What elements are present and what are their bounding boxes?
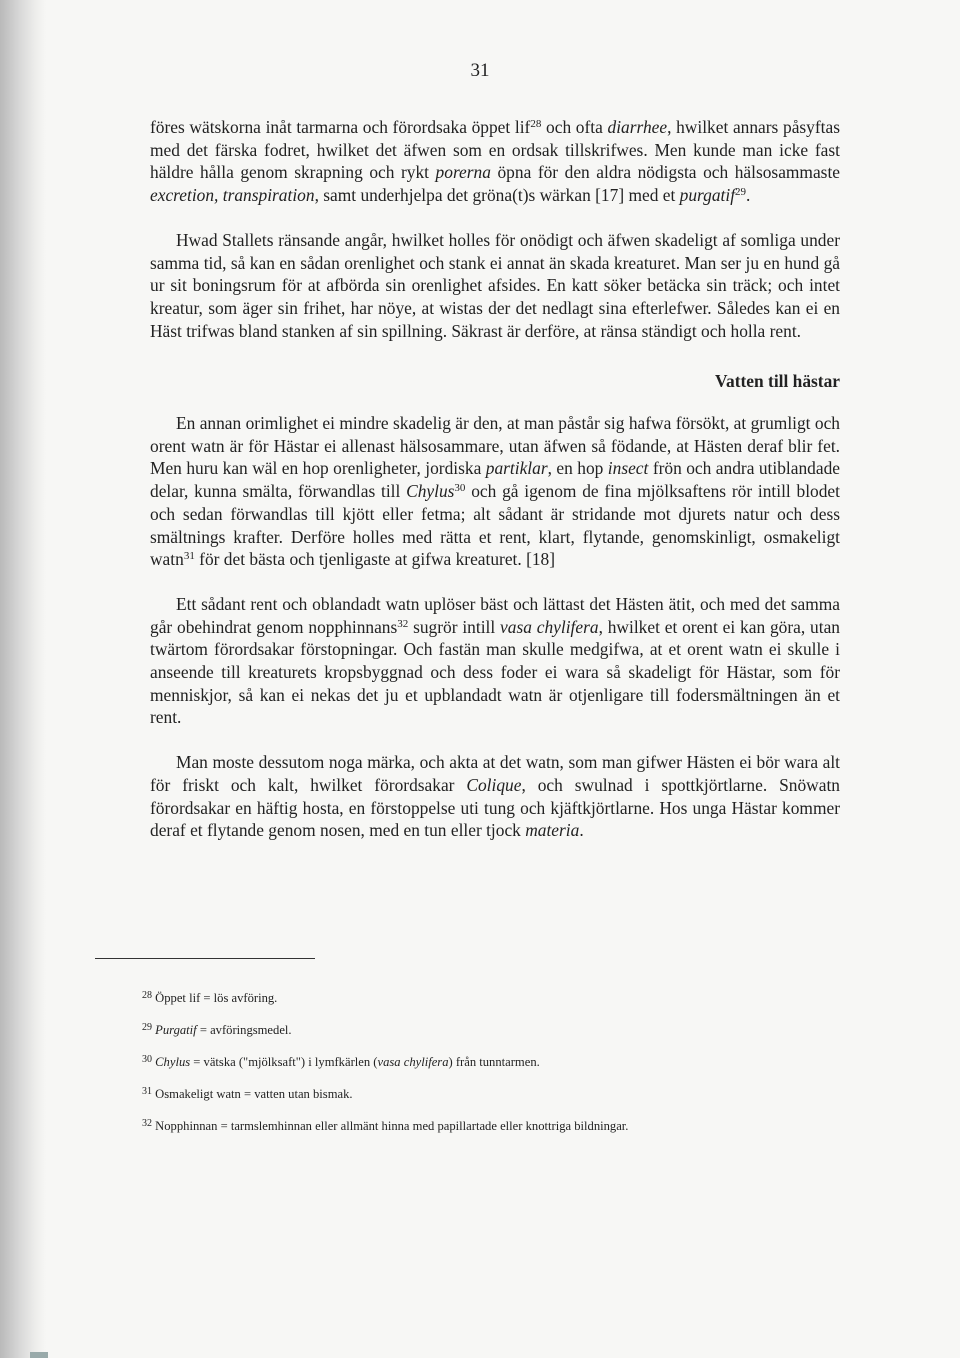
paragraph-3	[150, 412, 840, 571]
footnote-ref-30: 30	[454, 482, 466, 495]
text-run: föres wätskorna inåt tarmarna och förordsaka öppet lif	[150, 117, 531, 137]
footnotes	[142, 982, 842, 1142]
footnote-31	[142, 1078, 842, 1110]
italic-term: Chylus	[406, 481, 455, 502]
text-run: Ett sådant rent och oblandadt watn uplöser bäst och lättast det Hästen ätit, och med det samma går obehindrat genom nopphinnans	[150, 593, 840, 637]
footnote-ref-29: 29	[735, 186, 747, 199]
italic-term: purgatif	[679, 185, 736, 206]
section-heading: Vatten till hästar	[715, 371, 840, 392]
footnote-divider	[95, 958, 315, 959]
text-run: och gå igenom de fina mjölksaftens rör intill blodet och sedan förwandlas till kjött eller fetma; alt sådant är stridande mot djurets natur och dess smältnings krafter. Derföre holles med rätta et rent, klart, flytande, genomskinligt, osmakeligt watn	[150, 481, 840, 570]
text-run: .	[579, 820, 584, 841]
footnote-term: Purgatif	[155, 1023, 197, 1037]
footnote-text: = vätska ("mjölksaft") i lymfkärlen (	[190, 1055, 378, 1069]
footnote-29	[142, 1014, 842, 1046]
italic-term: vasa chylifera	[500, 616, 599, 637]
italic-term: materia	[525, 820, 580, 841]
text-run: , en hop	[547, 458, 608, 479]
footnote-ref-31: 31	[183, 550, 195, 563]
italic-term: excretion, transpiration	[150, 185, 315, 206]
footnote-28	[142, 982, 842, 1014]
paragraph-1	[150, 116, 840, 207]
footnote-text: Osmakeligt watn = vatten utan bismak.	[155, 1087, 353, 1101]
text-run: .	[746, 185, 751, 206]
footnote-text: ) från tunntarmen.	[448, 1055, 540, 1069]
text-run: , samt underhjelpa det gröna(t)s wärkan [17] med et	[314, 185, 680, 206]
footnote-number: 32	[142, 1118, 152, 1129]
page-number: 31	[470, 60, 490, 81]
footnote-text: Öppet lif = lös avföring.	[155, 991, 278, 1005]
footnote-32	[142, 1110, 842, 1142]
text-run: , hwilket annars påsyftas med det färska fodret, hwilket det äfwen som en ordsak tillskrifwes. Men kunde man icke fast häldre hålla genom skrapning och rykt	[150, 117, 840, 183]
body-text	[150, 116, 840, 842]
footnote-term: Chylus	[155, 1055, 191, 1069]
footnote-30	[142, 1046, 842, 1078]
paragraph-2: Hwad Stallets ränsande angår, hwilket holles för onödigt och äfwen skadeligt af somliga under samma tid, så kan en sådan orenlighet och stank ei annat än skada kreaturet. Man ser ju en hund gå ur sit boningsrum för at afbörda sin orenlighet afsides. En katt söker betäcka sin träck; och intet kreatur, som äger sin frihet, har nöye, at wistas der det nedlagt sina efterlefwer. Således kan ei en Häst trifwas bland stanken af sin spillning. Säkrast är derföre, at ränsa ständigt och holla rent.	[150, 229, 840, 341]
paragraph-5	[150, 751, 840, 842]
italic-term: porerna	[435, 162, 491, 183]
text-run: för det bästa och tjenligaste at gifwa kreaturet. [18]	[194, 549, 556, 570]
italic-term: Colique	[466, 774, 522, 795]
text-run: sugrör intill	[408, 616, 501, 637]
footnote-text: = avföringsmedel.	[196, 1023, 292, 1037]
footnote-ref-32: 32	[397, 617, 409, 630]
text-run: En annan orimlighet ei mindre skadelig är den, at man påstår sig hafwa försökt, at grumligt och orent watn är för Hästar ei allenast hälsosammare, utan äfwen så födande, at Hästen deraf blir fet. Men huru kan wäl en hop orenligheter, jordiska	[150, 413, 840, 479]
text-run: Man moste dessutom noga märka, och akta at det watn, som man gifwer Hästen ei bör wara alt för friskt och kalt, hwilket förordsakar	[150, 752, 840, 795]
footnote-number: 28	[142, 990, 152, 1001]
text-run: , och swulnad i spottkjörtlarne. Snöwatn förordsakar en häftig hosta, en förstoppelse uti tung och kjäftkjörtlarne. Hos unga Hästar kommer deraf et flytande genom nosen, med en tun eller tjock	[150, 774, 840, 841]
italic-term: diarrhee	[607, 117, 668, 137]
text-run: öpna för den aldra nödigsta och hälsosammaste	[490, 162, 841, 183]
text-run: frön och andra utiblandade delar, kunna smälta, förwandlas till	[150, 458, 840, 502]
footnote-ref-28: 28	[530, 118, 542, 130]
scan-mark	[30, 1352, 48, 1358]
text-run: och ofta	[541, 117, 608, 137]
italic-term: insect	[607, 458, 649, 479]
italic-term: partiklar	[485, 458, 548, 479]
footnote-term: vasa chylifera	[377, 1055, 449, 1069]
footnote-text: Nopphinnan = tarmslemhinnan eller allmänt hinna med papillartade eller knottriga bildningar.	[155, 1119, 629, 1133]
footnote-number: 31	[142, 1086, 152, 1097]
paragraph-4	[150, 593, 840, 729]
footnote-number: 30	[142, 1054, 152, 1065]
footnote-number: 29	[142, 1022, 152, 1033]
text-run: , hwilket et orent ei kan göra, utan twärtom förordsakar förstopningar. Och fastän man skulle medgifwa, at et orent watn ei skulle i anseende till kreaturets kropsbyggnad och dess foder ei wara så skadeligt för Hästar, som för menniskjor, så kan ei nekas det ju et upblandadt watn är otjenligare till fodersmältningen än et rent.	[150, 616, 840, 728]
scan-edge-shadow	[0, 0, 46, 1358]
